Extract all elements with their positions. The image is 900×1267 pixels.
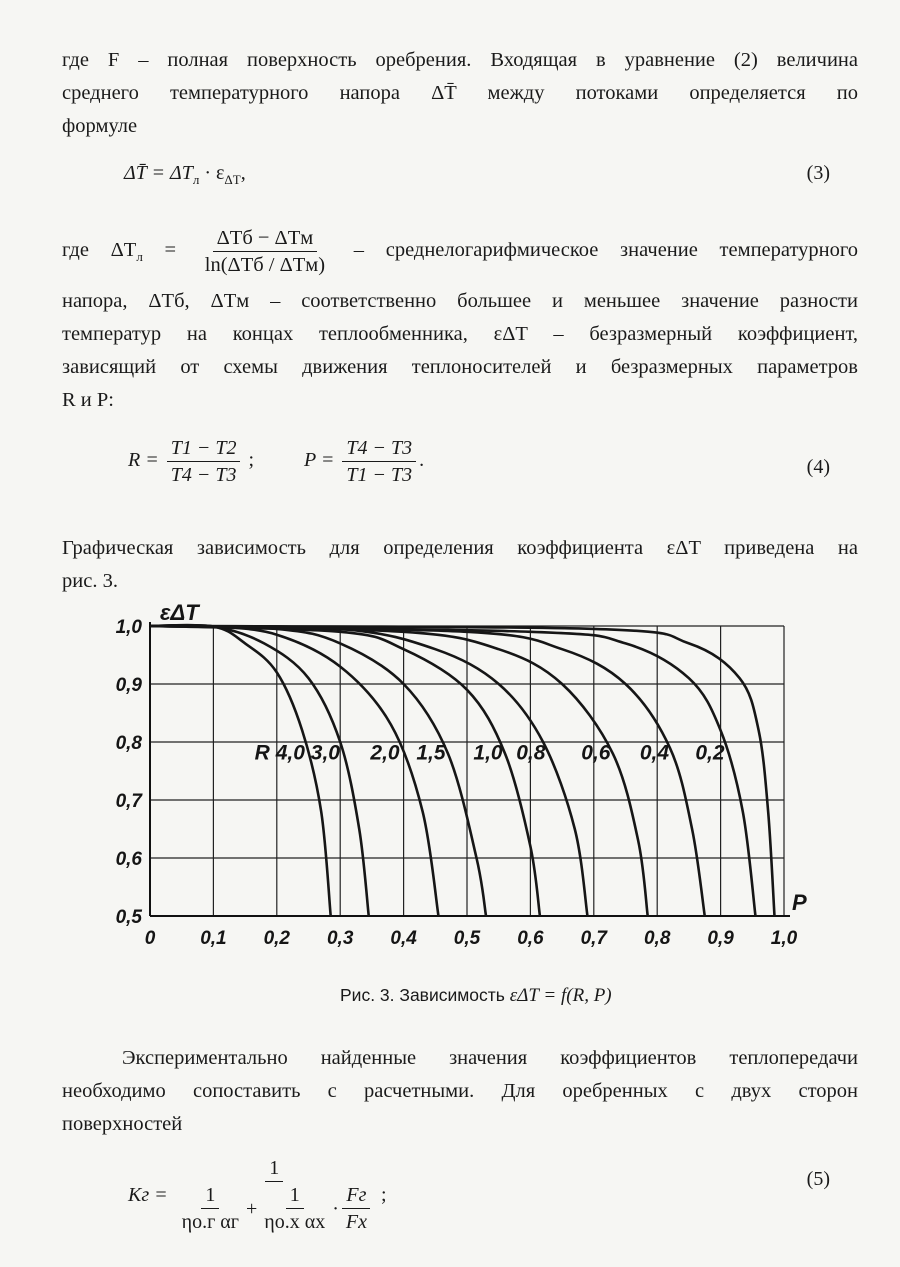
p2-line1-tail: – среднелогарифмическое значение температурного	[332, 239, 859, 261]
paragraph-2	[62, 222, 858, 417]
series-curve-8	[150, 626, 755, 916]
series-prefix-label: R	[254, 741, 270, 765]
eq5-num: 1	[265, 1156, 283, 1182]
y-tick-label: 0,7	[115, 791, 142, 812]
eq4-r-num: T1 − T2	[167, 436, 241, 462]
paragraph-3-line-1: Графическая зависимость для определения коэффициента εΔT приведена на	[62, 537, 858, 559]
series-curve-9	[150, 626, 774, 916]
series-label: 2,0	[370, 741, 400, 765]
y-tick-label: 0,9	[115, 675, 142, 696]
x-tick-label: 0,9	[707, 928, 734, 949]
y-tick-label: 0,8	[115, 733, 142, 754]
eq4-p-den: T1 − T3	[346, 464, 413, 486]
paragraph-2-line-3: температур на концах теплообменника, εΔT – безразмерный коэффициент,	[62, 323, 858, 346]
x-tick-label: 0,4	[390, 928, 417, 949]
p2-fraction	[201, 226, 329, 277]
series-label: 4,0	[275, 741, 305, 765]
series-curve-5	[150, 626, 587, 916]
eq4-p-fraction	[342, 436, 416, 487]
x-tick-label: 0,3	[326, 928, 354, 949]
caption-formula: εΔT = f(R, P)	[509, 985, 612, 1006]
paragraph-3	[62, 532, 858, 598]
caption-text: Рис. 3. Зависимость	[340, 985, 510, 1005]
p2-frac-num: ΔTб − ΔTм	[213, 226, 318, 252]
figure-3-chart	[100, 596, 820, 976]
figure-caption	[340, 985, 612, 1007]
equation-4-number: (4)	[806, 456, 830, 478]
eq5-plus: +	[245, 1197, 258, 1220]
eq3-rhs: · ε	[204, 162, 225, 184]
p2-lead-sub: л	[136, 249, 143, 265]
eq5-den-frac-1	[178, 1183, 243, 1234]
eq5-den-frac-2	[260, 1183, 329, 1234]
eq3-lhs-sub: л	[192, 172, 200, 187]
x-tick-label: 0,7	[580, 928, 608, 949]
eq5-lhs: Kг =	[128, 1183, 168, 1206]
eq4-r-lhs: R =	[128, 449, 159, 472]
paragraph-4-line-2: необходимо сопоставить с расчетными. Для оребренных с двух сторон	[62, 1080, 858, 1102]
series-label: 0,6	[581, 741, 611, 765]
eq5-den3-num: Fг	[342, 1183, 370, 1209]
p2-lead-eq: =	[142, 239, 198, 261]
x-tick-label: 0,2	[263, 928, 291, 949]
y-tick-label: 1,0	[115, 617, 142, 638]
x-tick-label: 0,8	[643, 928, 671, 949]
eq4-tail: .	[419, 449, 425, 472]
paragraph-2-line-5: R и P:	[62, 389, 114, 412]
paragraph-1-line-2: среднего температурного напора ΔT̄ между потоками определяется по	[62, 82, 858, 104]
x-tick-label: 1,0	[770, 928, 798, 949]
eq3-rhs-sub: ΔT	[224, 172, 241, 187]
p2-lead: где ΔT	[62, 239, 137, 261]
series-curve-3	[150, 626, 486, 916]
equation-5-number: (5)	[806, 1168, 830, 1190]
eq5-main-fraction	[171, 1156, 378, 1234]
equation-4	[128, 436, 424, 487]
paragraph-1	[62, 44, 858, 143]
eq5-den2-num: 1	[286, 1183, 304, 1209]
series-curve-6	[150, 626, 648, 916]
series-label: 0,2	[695, 741, 725, 765]
paragraph-2-line-2: напора, ΔTб, ΔTм – соответственно большее и меньшее значение разности	[62, 290, 858, 313]
eq4-r-den: T4 − T3	[170, 464, 237, 486]
paragraph-4-line-3: поверхностей	[62, 1113, 183, 1135]
eq4-sep: ;	[243, 449, 255, 472]
eq3-lhs: ΔT̄ = ΔT	[124, 162, 193, 184]
eq5-den3-den: Fх	[345, 1211, 367, 1233]
eq5-dot: ·	[332, 1197, 339, 1220]
y-tick-label: 0,6	[115, 849, 142, 870]
y-tick-label: 0,5	[115, 907, 142, 928]
equation-5	[128, 1156, 387, 1234]
series-label: 1,0	[473, 741, 503, 765]
eq5-den1-num: 1	[201, 1183, 219, 1209]
paragraph-1-line-1: где F – полная поверхность оребрения. Входящая в уравнение (2) величина	[62, 49, 858, 71]
series-curve-7	[150, 626, 705, 916]
eq4-r-fraction	[167, 436, 241, 487]
eq5-denominator	[171, 1182, 378, 1234]
series-curve-0	[150, 625, 331, 916]
equation-3	[124, 162, 246, 188]
paragraph-2-line-4: зависящий от схемы движения теплоносителей и безразмерных параметров	[62, 356, 858, 379]
series-label: 0,8	[516, 741, 546, 765]
eq4-p-lhs: P =	[304, 449, 335, 472]
paragraph-3-line-2: рис. 3.	[62, 570, 118, 592]
paragraph-4	[62, 1042, 858, 1141]
series-curve-1	[150, 625, 369, 916]
equation-3-number: (3)	[806, 162, 830, 184]
eq5-den1-den: ηо.г αг	[181, 1211, 239, 1233]
p2-frac-den: ln(ΔTб / ΔTм)	[204, 253, 326, 276]
series-label: 3,0	[310, 741, 341, 765]
paragraph-1-line-3: формуле	[62, 115, 138, 137]
x-axis-label: P	[792, 890, 807, 915]
y-axis-label: εΔT	[160, 600, 199, 625]
eq3-tail: ,	[240, 162, 246, 184]
paragraph-4-line-1: Экспериментально найденные значения коэффициентов теплопередачи	[122, 1047, 858, 1069]
x-tick-label: 0,1	[200, 928, 227, 949]
x-tick-label: 0,5	[453, 928, 481, 949]
eq5-den-frac-3	[342, 1183, 371, 1234]
eq5-den2-den: ηо.х αх	[264, 1211, 326, 1233]
x-tick-label: 0,6	[517, 928, 544, 949]
eq5-tail: ;	[380, 1183, 387, 1206]
series-label: 0,4	[639, 741, 670, 765]
x-tick-label: 0	[144, 928, 156, 949]
series-label: 1,5	[416, 741, 446, 765]
eq4-p-num: T4 − T3	[342, 436, 416, 462]
paragraph-2-line-1	[62, 222, 858, 285]
series-curve-2	[150, 626, 438, 916]
